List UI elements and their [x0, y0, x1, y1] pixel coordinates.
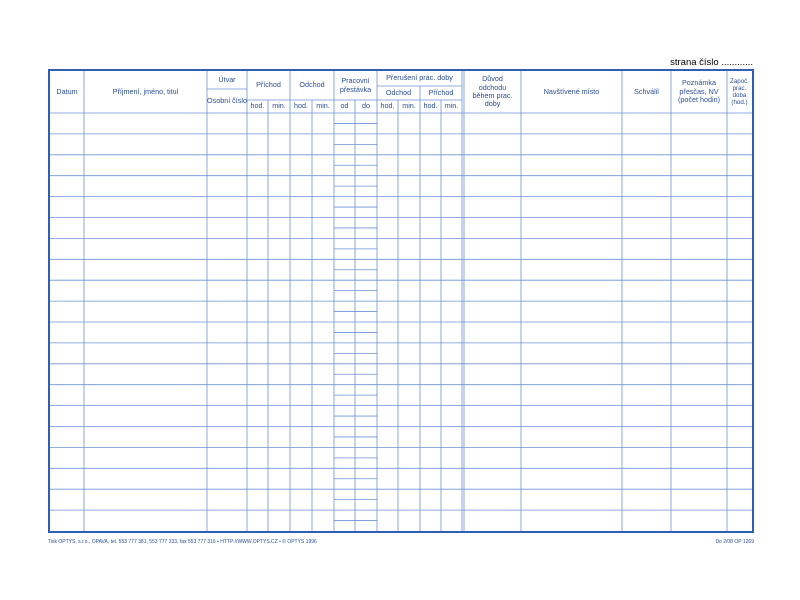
- header-osobni-cislo: Osobní číslo: [207, 95, 247, 105]
- header-preruseni-odchod-min: min.: [402, 101, 416, 111]
- header-prichod-hod: hod.: [250, 101, 265, 111]
- header-preruseni-prichod-min: min.: [444, 101, 459, 111]
- footer-printer-info: Tisk OPTYS, s.r.o., OPAVA, tel. 553 777 381, 553 777 333, fax 553 777 316 • HTTP://WWW.OPTYS.CZ • © OPTYS 1996: [48, 539, 317, 545]
- header-duvod: Důvod odchodu během prac. doby: [472, 74, 513, 109]
- header-schvalil: Schválil: [634, 86, 659, 96]
- header-prestavka-do: do: [362, 101, 370, 111]
- header-prichod: Příchod: [256, 80, 281, 90]
- header-odchod-hod: hod.: [294, 101, 308, 111]
- header-pracovni-prestavka: Pracovní přestávka: [339, 76, 372, 94]
- header-datum: Datum: [56, 86, 78, 96]
- header-navstivene-misto: Navštívené místo: [543, 86, 600, 96]
- header-preruseni: Přerušení prac. doby: [386, 73, 453, 83]
- header-preruseni-odchod: Odchod: [385, 87, 412, 97]
- footer-form-code: Do 2/08 OP 1269: [715, 539, 754, 545]
- header-utvar: Útvar: [218, 74, 236, 84]
- header-preruseni-prichod: Příchod: [428, 87, 454, 97]
- header-name: Příjmení, jméno, titul: [112, 86, 179, 96]
- attendance-form-sheet: [48, 69, 754, 533]
- header-preruseni-prichod-hod: hod.: [423, 101, 438, 111]
- header-odchod: Odchod: [299, 80, 325, 90]
- form-grid: [50, 71, 752, 531]
- header-zapoc-prac-doba: Započ. prac. doba (hod.): [730, 77, 749, 107]
- header-preruseni-odchod-hod: hod.: [380, 101, 395, 111]
- header-prichod-min: min.: [272, 101, 286, 111]
- header-poznamka: Poznámka přesčas, NV (počet hodin): [678, 78, 720, 105]
- page-number-label: strana číslo ............: [670, 57, 753, 68]
- header-odchod-min: min.: [316, 101, 330, 111]
- header-prestavka-od: od: [340, 101, 349, 111]
